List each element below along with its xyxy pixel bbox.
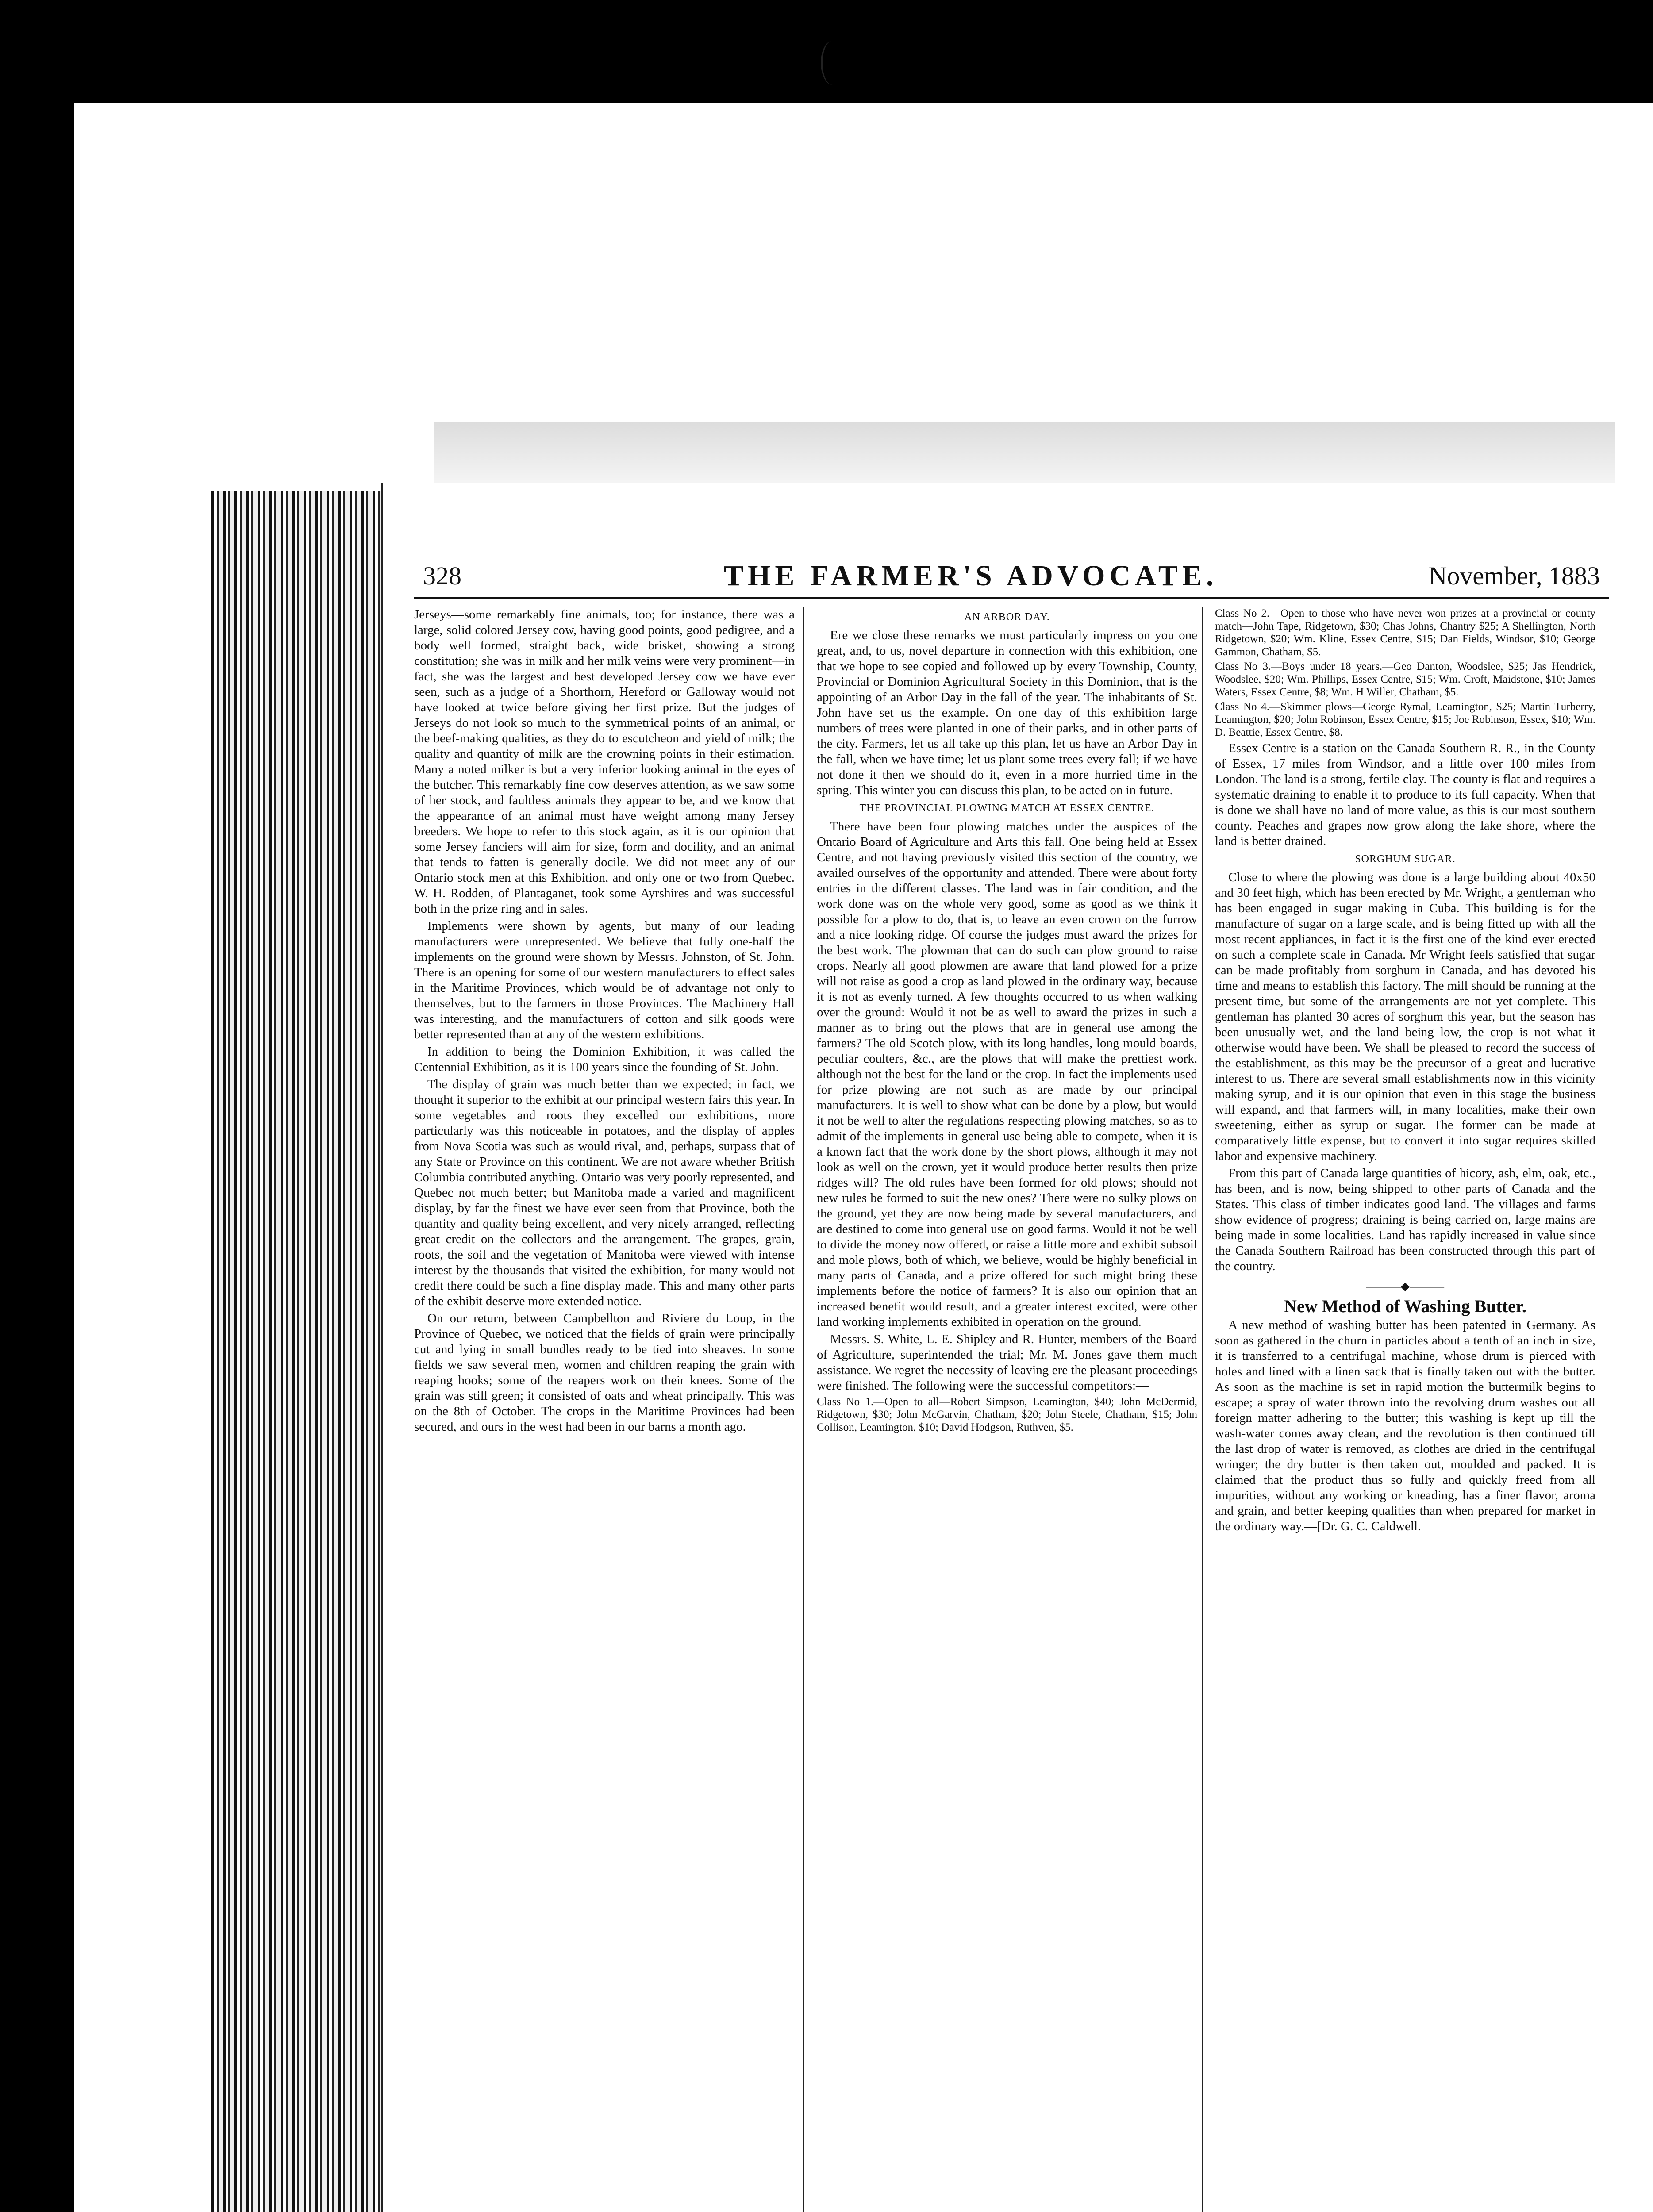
header-rule <box>414 597 1609 599</box>
prize-list: Class No 2.—Open to those who have never won prizes at a provincial or county match—John Tape, Ridgetown, $30; Chas Johns, Chantry $25; A Shellington, North Ridgetown, $20; Wm. Kline, Essex Centre, $15; Dan Fields, Windsor, $10; George Gammon, Chatham, $5. <box>1215 607 1595 658</box>
page-number: 328 <box>423 561 461 590</box>
paragraph: On our return, between Campbellton and Riviere du Loup, in the Province of Quebec, we noticed that the fields of grain were principally cut and lying in small bundles ready to be tied into sheaves. In some fields we saw several men, women and children reaping the grain with reaping hooks; some of the reapers work on their knees. Some of the grain was still green; it consisted of oats and wheat principally. This was on the 8th of October. The crops in the Maritime Provinces had been secured, and ours in the west had been in our barns a month ago. <box>414 1311 795 1434</box>
article-headline: New Method of Washing Butter. <box>1284 1296 1526 1316</box>
issue-date: November, 1883 <box>1428 561 1600 590</box>
section-heading: SORGHUM SUGAR. <box>1355 853 1456 865</box>
paragraph: Ere we close these remarks we must particularly impress on you one great, and, to us, novel departure in connection with this exhibition, one that we hope to see copied and followed up by every Township, County, Provincial or Dominion Agricultural Society in this Dominion, that is the appointing of an Arbor Day in the fall of the year. The inhabitants of St. John have set us the example. On one day of this exhibition large numbers of trees were planted in one of their parks, and in other parts of the city. Farmers, let us all take up this plan, let us have an Arbor Day in the fall, when we have time; let us plant some trees every fall; if we have not done it then we should do it, even in a more hurried time in the spring. This winter you can discuss this plan, to be acted on in future. <box>817 628 1197 797</box>
prize-list: Class No 1.—Open to all—Robert Simpson, Leamington, $40; John McDermid, Ridgetown, $30; John McGarvin, Chatham, $20; John Steele, Chatham, $15; John Collison, Leamington, $10; David Hodgson, Ruthven, $5. <box>817 1396 1197 1433</box>
book-fore-edge <box>211 491 384 2212</box>
column-3 <box>1215 607 1595 1536</box>
column-1 <box>414 607 795 1436</box>
column-2 <box>817 607 1197 1436</box>
scan-mark <box>821 41 845 85</box>
section-heading: THE PROVINCIAL PLOWING MATCH AT ESSEX CENTRE. <box>859 803 1155 814</box>
publication-title: THE FARMER'S ADVOCATE. <box>724 560 1218 592</box>
paragraph: The display of grain was much better than we expected; in fact, we thought it superior to the exhibit at our principal western fairs this year. In some vegetables and roots they excelled our exhibitions, more particularly was this noticeable in potatoes, and the display of apples from Nova Scotia was such as would rival, and, perhaps, surpass that of any State or Province on this continent. We are not aware whether British Columbia contributed anything. Ontario was very poorly represented, and Quebec not much better; but Manitoba made a varied and magnificent display, by far the finest we have ever seen from that Province, both the quantity and quality being excellent, and very nicely arranged, reflecting great credit on the collectors and the arrangement. The grapes, grain, roots, the soil and the vegetation of Manitoba were viewed with intense interest by the thousands that visited the exhibition, for many would not credit there could be such a fine display made. This and many other parts of the exhibit deserve more extended notice. <box>414 1077 795 1308</box>
paragraph: Messrs. S. White, L. E. Shipley and R. Hunter, members of the Board of Agriculture, superintended the trial; Mr. M. Jones gave them much assistance. We regret the necessity of leaving ere the pleasant proceedings were finished. The following were the successful competitors:— <box>817 1332 1197 1393</box>
column-rule <box>1202 607 1203 2212</box>
column-rule <box>803 607 804 2212</box>
paragraph: Close to where the plowing was done is a large building about 40x50 and 30 feet high, which has been erected by Mr. Wright, a gentleman who has been engaged in sugar making in Cuba. This building is for the manufacture of sugar on a large scale, and is being fitted up with all the most recent appliances, in fact it is the first one of the kind ever erected on such a complete scale in Canada. Mr Wright feels satisfied that sugar can be made profitably from sorghum in Canada, and has devoted his time and means to establish this factory. The mill should be running at the present time, but some of the arrangements are not yet complete. This gentleman has planted 30 acres of sorghum this year, but the season has been unusually wet, and the land being low, the crop is not what it otherwise would have been. We shall be pleased to record the success of the establishment, as this may be the precursor of a great and lucrative interest to us. There are several small establishments now in this vicinity making syrup, and it is our opinion that even in this stage the business will expand, and that farmers will, in many localities, make their own sweetening, either as syrup or sugar. The former can be made at comparatively little expense, but to convert it into sugar requires skilled labor and expensive machinery. <box>1215 870 1595 1163</box>
paragraph: From this part of Canada large quantities of hicory, ash, elm, oak, etc., has been, and is now, being shipped to other parts of Canada and the States. This class of timber indicates good land. The villages and farms show evidence of progress; draining is being carried on, large mains are being made in some localities. Land has rapidly increased in value since the Canada Southern Railroad has been constructed through this part of the country. <box>1215 1166 1595 1273</box>
paragraph: Jerseys—some remarkably fine animals, too; for instance, there was a large, solid colored Jersey cow, having good points, good pedigree, and a body well formed, straight back, wide brisket, showing a strong constitution; she was in milk and her milk veins were very prominent—in fact, she was the largest and best developed Jersey cow we have ever seen, such as a judge of a Shorthorn, Hereford or Galloway would not have looked at twice before giving her first prize. But the judges of Jerseys do not look so much to the symmetrical points of an animal, or the beef-making qualities, as they do to escutcheon and yield of milk; the quality and quantity of milk are the crowning points in their estimation. Many a noted milker is but a very inferior looking animal in the eyes of the butcher. This remarkably fine cow deserves attention, as we saw some of her stock, and faultless animals they appear to be, and we know that the appearance of an animal must have weight among many Jersey breeders. We hope to refer to this stock again, as it is our opinion that some Jersey fanciers will aim for size, form and docility, and an animal that tends to fatten is generally docile. We did not meet any of our Ontario stock men at this Exhibition, and only one or two from Quebec. W. H. Rodden, of Plantaganet, took some Ayrshires and was successful both in the prize ring and in sales. <box>414 607 795 916</box>
paragraph: A new method of washing butter has been patented in Germany. As soon as gathered in the churn in particles about a tenth of an inch in size, it is transferred to a centrifugal machine, whose drum is pierced with holes and lined with a linen sack that is finally taken out with the butter. As soon as the machine is set in rapid motion the buttermilk begins to escape; a spray of water thrown into the revolving drum washes out all foreign matter adhering to the butter; this washing is kept up till the wash-water comes away clean, and the revolution is then continued till the last drop of water is removed, as clothes are dried in the centrifugal wringer; the dry butter is then taken out, moulded and packed. It is claimed that the product thus so fully and quickly freed from all impurities, without any working or kneading, has a finer flavor, aroma and grain, and better keeping qualities than when prepared for market in the ordinary way.—[Dr. G. C. Caldwell. <box>1215 1318 1595 1533</box>
ornament-divider: ———◆——— <box>1366 1280 1444 1293</box>
prize-list: Class No 3.—Boys under 18 years.—Geo Danton, Woodslee, $25; Jas Hendrick, Woodslee, $20; Wm. Phillips, Essex Centre, $15; Wm. Croft, Maidstone, $10; James Waters, Essex Centre, $8; Wm. H Willer, Chatham, $5. <box>1215 661 1595 698</box>
paragraph: Implements were shown by agents, but many of our leading manufacturers were unrepresented. We believe that fully one-half the implements on the ground were shown by Messrs. Johnston, of St. John. There is an opening for some of our western manufacturers to effect sales in the Maritime Provinces, which would be of advantage not only to themselves, but to the farmers in those Provinces. The Machinery Hall was interesting, and the manufacturers of cotton and silk goods were better represented than at any of the western exhibitions. <box>414 919 795 1041</box>
section-heading: AN ARBOR DAY. <box>964 611 1050 623</box>
paragraph: There have been four plowing matches under the auspices of the Ontario Board of Agriculture and Arts this fall. One being held at Essex Centre, and not having previously visited this section of the country, we availed ourselves of the opportunity and attended. There were about forty entries in the different classes. The land was in fair condition, and the work done was on the whole very good, some as good as we think it possible for a plow to do, that is, to leave an even crown on the furrow and a nice looking ridge. Of course the judges must award the prizes for the best work. The plowman that can do such can plow ground to raise crops. Nearly all good plowmen are aware that land plowed for a prize will not raise as good a crop as land plowed in the ordinary way, because it is not as evenly turned. A few thoughts occurred to us when walking over the ground: Would it not be as well to award the prizes in such a manner as to bring out the plows that are in general use among the farmers? The old Scotch plow, with its long handles, long mould boards, peculiar coulters, &c., are the plows that will make the prettiest work, although not the best for the land or the crop. In fact the implements used for prize plowing are not such as are made by our principal manufacturers. It is well to show what can be done by a plow, but would it not be well to alter the regulations respecting plowing matches, so as to admit of the implements in general use being able to compete, when it is a known fact that the work done by the short plows, although it may not look as well on the crown, yet it would produce better results then prize ridges will? The old rules have been formed for old plows; should not new rules be formed to suit the new ones? There were no sulky plows on the ground, yet they are now being made by several manufacturers, and are destined to come into general use on good farms. Would it not be well to divide the money now offered, or raise a little more and exhibit subsoil and mole plows, both of which, we believe, would be highly beneficial in many parts of Canada, and a prize offered for such might bring these implements before the notice of farmers? It is also our opinion that an increased benefit would result, and a greater interest excited, were other land working implements exhibited in operation on the ground. <box>817 819 1197 1329</box>
page-edge-shadow <box>434 422 1615 484</box>
newspaper-page <box>381 483 1640 2212</box>
running-header <box>423 558 1600 594</box>
paragraph: In addition to being the Dominion Exhibition, it was called the Centennial Exhibition, as it is 100 years since the founding of St. John. <box>414 1045 795 1074</box>
prize-list: Class No 4.—Skimmer plows—George Rymal, Leamington, $25; Martin Turberry, Leamington, $20; John Robinson, Essex Centre, $15; Joe Robinson, Essex, $10; Wm. D. Beattie, Essex Centre, $8. <box>1215 701 1595 738</box>
paragraph: Essex Centre is a station on the Canada Southern R. R., in the County of Essex, 17 miles from Windsor, and a little over 100 miles from London. The land is a strong, fertile clay. The county is flat and requires a systematic draining to enable it to produce to its full capacity. When that is done we shall have no land of more value, as this is our most southern county. Peaches and grapes now grow along the lake shore, where the land is better drained. <box>1215 741 1595 848</box>
